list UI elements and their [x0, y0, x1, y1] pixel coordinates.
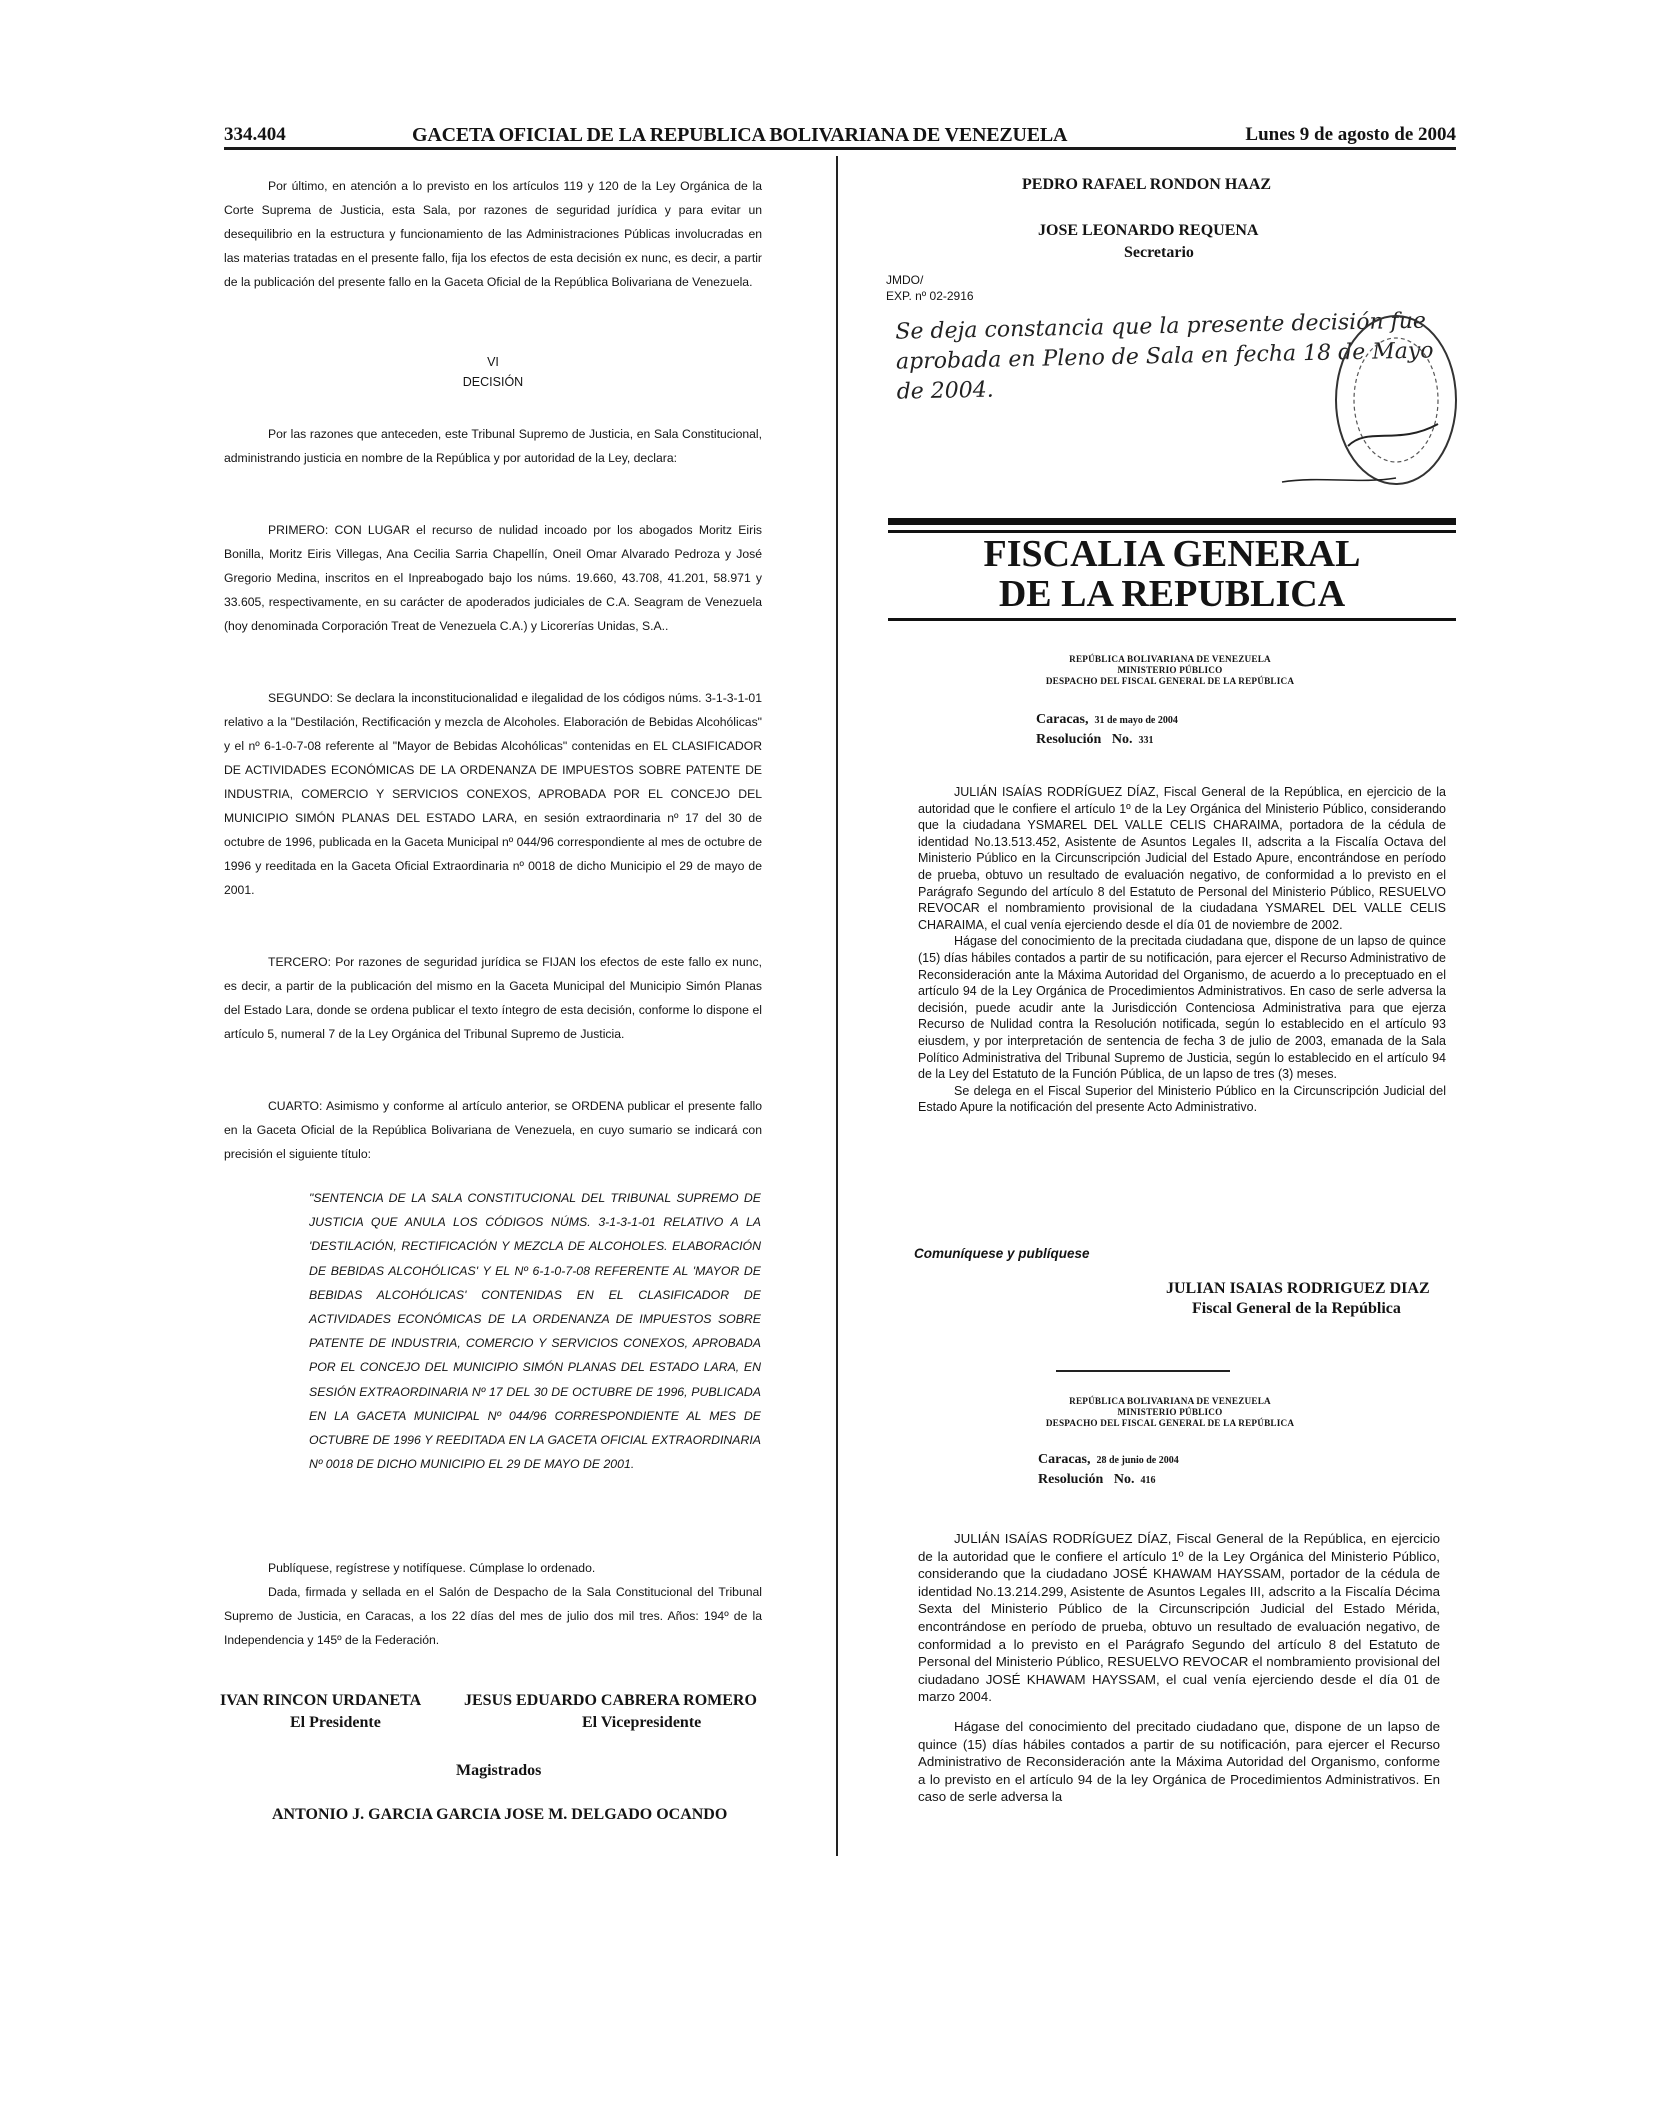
- paragraph-publiquese: Publíquese, regístrese y notifíquese. Cúmplase lo ordenado.: [268, 1561, 596, 1575]
- signature-president-name: IVAN RINCON URDANETA: [220, 1692, 422, 1709]
- decision-title-quote: "SENTENCIA DE LA SALA CONSTITUCIONAL DEL TRIBUNAL SUPREMO DE JUSTICIA QUE ANULA LOS CÓDIGOS NÚMS. 3-1-3-1-01 RELATIVO A LA 'DESTILACIÓN, RECTIFICACIÓN Y MEZCLA DE ALCOHOLES. ELABORACIÓN DE BEBIDAS ALCOHÓLICAS' Y EL Nº 6-1-0-7-08 REFERENTE AL 'MAYOR DE BEBIDAS ALCOHÓLICAS' CONTENIDAS EN EL CLASIFICADOR DE ACTIVIDADES ECONÓMICAS DE LA ORDENANZA DE IMPUESTOS SOBRE PATENTE DE INDUSTRIA, COMERCIO Y SERVICIOS CONEXOS, APROBADA POR EL CONCEJO DEL MUNICIPIO SIMÓN PLANAS DEL ESTADO LARA, EN SESIÓN EXTRAORDINARIA Nº 17 DEL 30 DE OCTUBRE DE 1996, PUBLICADA EN LA GACETA MUNICIPAL Nº 044/96 CORRESPONDIENTE AL MES DE OCTUBRE DE 1996 Y REEDITADA EN LA GACETA OFICIAL EXTRAORDINARIA Nº 0018 DE DICHO MUNICIPIO EL 29 DE MAYO DE 2001.: [309, 1191, 761, 1472]
- signature-vp-role: El Vicepresidente: [582, 1714, 702, 1731]
- signature-secretario-role: Secretario: [1124, 244, 1194, 261]
- gazette-title: GACETA OFICIAL DE LA REPUBLICA BOLIVARIANA DE VENEZUELA: [412, 124, 1068, 146]
- issue-date: Lunes 9 de agosto de 2004: [1245, 124, 1456, 145]
- section-title: DECISIÓN: [462, 375, 524, 389]
- paragraph-tercero: TERCERO: Por razones de seguridad jurídica se FIJAN los efectos de este fallo ex nunc, es decir, a partir de la publicación del mismo en la Gaceta Municipal del Municipio Simón Planas del Estado Lara, donde se ordena publicar el texto íntegro de esta decisión, conforme lo dispone el artículo 5, numeral 7 de la Ley Orgánica del Tribunal Supremo de Justicia.: [224, 955, 762, 1041]
- section-heading: [224, 352, 762, 392]
- paragraph-cuarto: CUARTO: Asimismo y conforme al artículo anterior, se ORDENA publicar el presente fallo en la Gaceta Oficial de la República Bolivariana de Venezuela, en cuyo sumario se indicará con precisión el siguiente título:: [224, 1099, 762, 1161]
- masthead-top-bar: [888, 518, 1456, 525]
- handwritten-underline: [1280, 470, 1400, 490]
- column-divider: [836, 156, 838, 1856]
- signature-pedro: PEDRO RAFAEL RONDON HAAZ: [1022, 176, 1272, 193]
- paragraph-segundo: SEGUNDO: Se declara la inconstitucionalidad e ilegalidad de los códigos núms. 3-1-3-1-01 relativo a la "Destilación, Rectificación y mezcla de Alcoholes. Elaboración de Bebidas Alcohólicas" y el nº 6-1-0-7-08 referente al "Mayor de Bebidas Alcohólicas" contenidas en EL CLASIFICADOR DE ACTIVIDADES ECONÓMICAS DE LA ORDENANZA DE IMPUESTOS SOBRE PATENTE DE INDUSTRIA, COMERCIO Y SERVICIOS CONEXOS, APROBADA POR EL CONCEJO DEL MUNICIPIO SIMÓN PLANAS DEL ESTADO LARA, en sesión extraordinaria nº 17 del 30 de octubre de 1996, publicada en la Gaceta Municipal nº 044/96 correspondiente al mes de octubre de 1996 y reeditada en la Gaceta Oficial Extraordinaria nº 0018 de dicho Municipio el 29 de mayo de 2001.: [224, 691, 762, 897]
- paragraph-por-ultimo: Por último, en atención a lo previsto en los artículos 119 y 120 de la Ley Orgánica de la Corte Suprema de Justicia, esta Sala, por razones de seguridad jurídica y para evitar un desequilibrio en la estructura y funcionamiento de las Administraciones Públicas involucradas en las materias tratadas en el presente fallo, fija los efectos de esta decisión ex nunc, es decir, a partir de la publicación del presente fallo en la Gaceta Oficial de la República Bolivariana de Venezuela.: [224, 179, 762, 289]
- official-seal-stamp: [1328, 296, 1464, 496]
- agency-header-2: REPÚBLICA BOLIVARIANA DE VENEZUELA MINISTERIO PÚBLICO DESPACHO DEL FISCAL GENERAL DE LA REPÚBLICA: [1045, 1396, 1295, 1428]
- ref-initials: JMDO/: [886, 273, 924, 287]
- resolution-1-heading: Caracas, 31 de mayo de 2004 Resolución No. 331: [1036, 712, 1178, 747]
- signature-president-role: El Presidente: [290, 1714, 381, 1731]
- masthead-bottom-rule: [888, 618, 1456, 621]
- magistrados-label: Magistrados: [456, 1762, 542, 1779]
- resolution-2-heading: Caracas, 28 de junio de 2004 Resolución No. 416: [1038, 1452, 1179, 1487]
- masthead-title: FISCALIA GENERAL DE LA REPUBLICA: [983, 533, 1361, 615]
- paragraph-razones: Por las razones que anteceden, este Tribunal Supremo de Justicia, en Sala Constitucional, administrando justicia en nombre de la República y por autoridad de la Ley, declara:: [224, 427, 762, 465]
- signature-secretario-name: JOSE LEONARDO REQUENA: [1038, 222, 1259, 239]
- section-number: VI: [487, 355, 499, 369]
- case-reference: [886, 272, 974, 304]
- resolution-1-body: JULIÁN ISAÍAS RODRÍGUEZ DÍAZ, Fiscal General de la República, en ejercicio de la autoridad que le confiere el artículo 1º de la Ley Orgánica del Ministerio Público, considerando que la ciudadana YSMAREL DEL VALLE CELIS CHARAIMA, portadora de la cédula de identidad No.13.513.452, Asistente de Asuntos Legales II, adscrita a la Fiscalía Octava del Ministerio Público en la Circunscripción Judicial del Estado Apure, encontrándose en período de prueba, obtuvo un resultado de evaluación negativo, de conformidad a lo previsto en el Parágrafo Segundo del artículo 8 del Estatuto de Personal del Ministerio Público, RESUELVO REVOCAR el nombramiento provisional de la ciudadana YSMAREL DEL VALLE CELIS CHARAIMA, el cual venía ejerciendo desde el día 01 de noviembre de 2002. Hágase del conocimiento de la precitada ciudadana que, dispone de un lapso de quince (15) días hábiles contados a partir de su notificación, para ejercer el Recurso Administrativo de Reconsideración ante la Máxima Autoridad del Organismo, de acuerdo a lo preceptuado en el artículo 94 de la Ley Orgánica de Procedimientos Administrativos. En caso de serle adversa la decisión, puede acudir ante la Jurisdicción Contenciosa Administrativa para que ejerza Recurso de Nulidad contra la Resolución notificada, según lo establecido en el artículo 93 eiusdem, y por interpretación de sentencia de fecha 3 de julio de 2003, emanada de la Sala Político Administrativa del Tribunal Supremo de Justicia, según lo establecido en el artículo 94 de la Ley del Estatuto de la Función Pública, de un lapso de tres (3) meses. Se delega en el Fiscal Superior del Ministerio Público en la Circunscripción Judicial del Estado Apure la notificación del presente Acto Administrativo.: [918, 785, 1446, 1115]
- handwritten-annotation: Se deja constancia que la presente decisión fue aprobada en Pleno de Sala en fecha 18 de Mayo de 2004.: [895, 308, 1434, 405]
- agency-header-1: REPÚBLICA BOLIVARIANA DE VENEZUELA MINISTERIO PÚBLICO DESPACHO DEL FISCAL GENERAL DE LA REPÚBLICA: [1045, 654, 1295, 686]
- paragraph-dada: Dada, firmada y sellada en el Salón de Despacho de la Sala Constitucional del Tribunal Supremo de Justicia, en Caracas, a los 22 días del mes de julio dos mil tres. Años: 194º de la Independencia y 145º de la Federación.: [224, 1585, 762, 1647]
- ref-exp: EXP. nº 02-2916: [886, 289, 974, 303]
- signature-magistrados: ANTONIO J. GARCIA GARCIA JOSE M. DELGADO OCANDO: [272, 1806, 728, 1823]
- signature-fiscal-name: JULIAN ISAIAS RODRIGUEZ DIAZ: [1166, 1280, 1430, 1297]
- comuniquese-label: Comuníquese y publíquese: [914, 1246, 1090, 1261]
- separator-rule: [1056, 1370, 1230, 1372]
- signature-fiscal-role: Fiscal General de la República: [1192, 1300, 1401, 1317]
- resolution-2-body: JULIÁN ISAÍAS RODRÍGUEZ DÍAZ, Fiscal General de la República, en ejercicio de la autoridad que le confiere el artículo 1º de la Ley Orgánica del Ministerio Público, considerando que la ciudadano JOSÉ KHAWAM HAYSSAM, portador de la cédula de identidad No.13.214.299, Asistente de Asuntos Legales III, adscrito a la Fiscalía Décima Sexta del Ministerio Público de la Circunscripción Judicial del Estado Mérida, encontrándose en período de prueba, obtuvo un resultado de evaluación negativo, de conformidad a lo previsto en el Parágrafo Segundo del artículo 8 del Estatuto de Personal del Ministerio Público, RESUELVO REVOCAR el nombramiento provisional del ciudadano JOSÉ KHAWAM HAYSSAM, el cual venía ejerciendo desde el día 01 de marzo 2004. Hágase del conocimiento del precitado ciudadano que, dispone de un lapso de quince (15) días hábiles contados a partir de su notificación, para ejercer el Recurso Administrativo de Reconsideración ante la Máxima Autoridad del Organismo, conforme a lo previsto en el artículo 94 de la ley Orgánica de Procedimientos Administrativos. En caso de serle adversa la: [918, 1531, 1440, 1805]
- page-number: 334.404: [224, 124, 286, 145]
- header-rule: [224, 147, 1456, 150]
- signature-vp-name: JESUS EDUARDO CABRERA ROMERO: [464, 1692, 757, 1709]
- paragraph-primero: PRIMERO: CON LUGAR el recurso de nulidad incoado por los abogados Moritz Eiris Bonilla, Moritz Eiris Villegas, Ana Cecilia Sarria Chapellín, Oneil Omar Alvarado Pedroza y José Gregorio Medina, inscritos en el Inpreabogado bajo los núms. 19.660, 43.708, 41.201, 58.971 y 33.605, respectivamente, en su carácter de apoderados judiciales de C.A. Seagram de Venezuela (hoy denominada Corporación Treat de Venezuela C.A.) y Licorerías Unidas, S.A..: [224, 523, 762, 633]
